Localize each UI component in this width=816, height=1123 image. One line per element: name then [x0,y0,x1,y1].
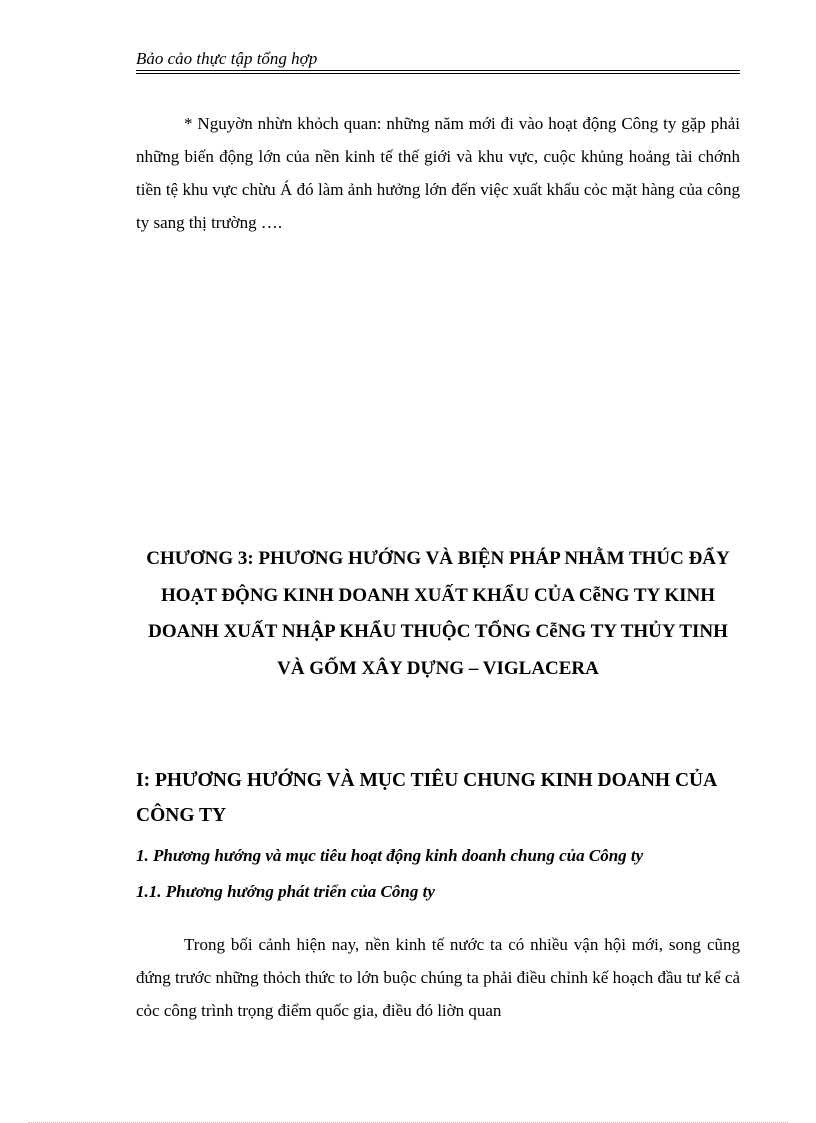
section-heading: I: PHƯƠNG HƯỚNG VÀ MỤC TIÊU CHUNG KINH DOANH CỦA CÔNG TY [136,770,717,826]
body-paragraph-causes: * Nguyờn nhừn khỏch quan: những năm mới đi vào hoạt động Công ty gặp phải những biến động lớn của nền kinh tế thế giới và khu vực, cuộc khủng hoảng tài chớnh tiền tệ khu vực chừu Á đó làm ảnh hưởng lớn đến việc xuất khẩu cỏc mặt hàng của công ty sang thị trường …. [136,114,740,232]
chapter-heading: CHƯƠNG 3: PHƯƠNG HƯỚNG VÀ BIỆN PHÁP NHẰM THÚC ĐẨY HOẠT ĐỘNG KINH DOANH XUẤT KHẨU CỦA CễNG TY KINH DOANH XUẤT NHẬP KHẨU THUỘC TỔNG CễNG TY THỦY TINH VÀ GỐM XÂY DỰNG – VIGLACERA [146,548,730,679]
header-rule-bottom [136,73,740,74]
subsection-heading-1-1: 1.1. Phương hướng phát triển của Công ty [136,882,435,901]
subsection-heading-1: 1. Phương hướng và mục tiêu hoạt động kinh doanh chung của Công ty [136,846,644,865]
header-rule-top [136,70,740,71]
body-paragraph-context: Trong bối cảnh hiện nay, nền kinh tế nước ta có nhiều vận hội mới, song cũng đứng trước những thỏch thức to lớn buộc chúng ta phải điều chỉnh kế hoạch đầu tư kể cả cỏc công trình trọng điểm quốc gia, điều đó liờn quan [136,935,740,1020]
page-header-title: Bảo cảo thực tập tổng hợp [136,49,318,68]
